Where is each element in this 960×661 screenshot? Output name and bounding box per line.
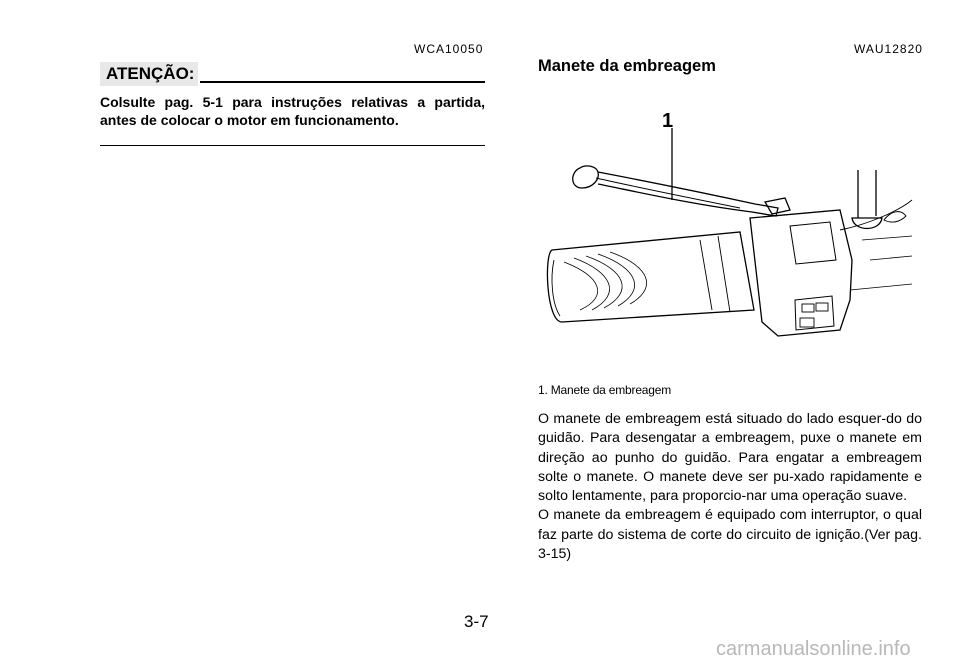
warning-text: Colsulte pag. 5-1 para instruções relativas a partida, antes de colocar o motor em funcionamento.: [100, 94, 485, 128]
figure-callout-number: 1: [662, 110, 674, 132]
mirror-stem: [858, 170, 876, 218]
lever-ball-end: [573, 166, 599, 188]
warning-code: WCA10050: [414, 42, 484, 56]
switch-block: [795, 296, 834, 330]
section-title: Manete da embreagem: [538, 57, 716, 75]
perch-housing: [750, 210, 852, 336]
clutch-lever-drawing: [540, 100, 920, 350]
watermark: carmanualsonline.info: [716, 638, 911, 660]
figure-caption: 1. Manete da embreagem: [538, 383, 672, 397]
warning-bottom-rule: [100, 145, 485, 146]
warning-rule: [200, 81, 485, 83]
section-code: WAU12820: [854, 42, 923, 56]
warning-title: ATENÇÃO:: [100, 62, 198, 86]
lever-arm: [598, 172, 778, 216]
page-number: 3-7: [464, 612, 489, 631]
handlebar-grip: [547, 232, 754, 322]
paragraph-switch: O manete da embreagem é equipado com interruptor, o qual faz parte do sistema de corte do circuito de ignição.(Ver pag. 3-15): [538, 507, 922, 563]
warning-header: [100, 62, 485, 86]
paragraph-operation: O manete de embreagem está situado do lado esquer-do do guidão. Para desengatar a embreagem, puxe o manete em direção ao punho do guidão. Para engatar a embreagem solte o manete. O manete deve ser pu-xado rapidamente e solto lentamente, para proporcio-nar uma operação suave.: [538, 411, 922, 505]
clutch-lever-illustration: [540, 100, 920, 350]
body-text: [538, 410, 922, 564]
